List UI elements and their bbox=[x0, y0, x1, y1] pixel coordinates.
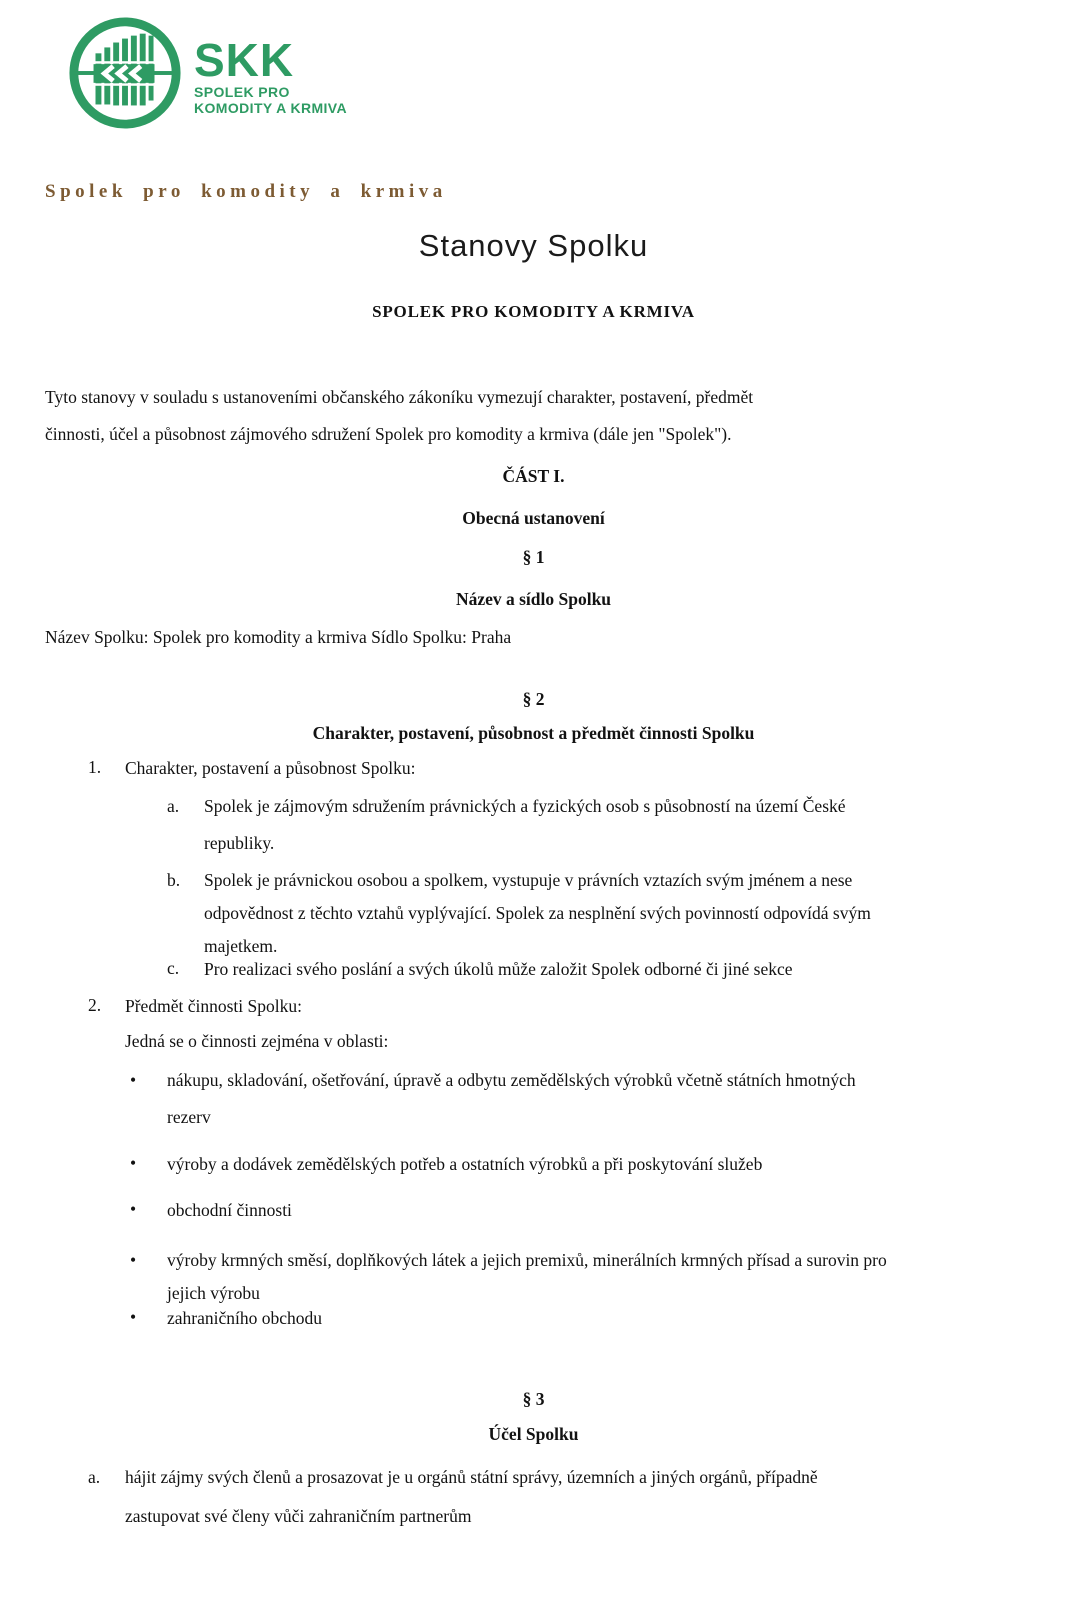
part1-heading: ČÁST I. bbox=[502, 466, 565, 486]
section2-number: § 2 bbox=[522, 689, 545, 709]
bullet-item-4-line1: výroby krmných směsí, doplňkových látek a jejich premixů, minerálních krmných přísad a surovin pro bbox=[167, 1250, 887, 1270]
bullet-item-1-line1: nákupu, skladování, ošetřování, úpravě a odbytu zemědělských výrobků včetně státních hmotných bbox=[167, 1070, 856, 1090]
bullet-icon: • bbox=[130, 1307, 137, 1327]
logo-skk-text: SKK bbox=[194, 34, 295, 86]
bullet-item-5 bbox=[130, 1307, 322, 1329]
bullet-icon: • bbox=[130, 1250, 137, 1270]
logo-text-block bbox=[194, 34, 348, 116]
list-item-1-text: Charakter, postavení a působnost Spolku: bbox=[125, 758, 416, 778]
activities-intro bbox=[125, 1030, 388, 1052]
section3-title: Účel Spolku bbox=[488, 1424, 579, 1444]
bullet-item-1-text bbox=[167, 1062, 856, 1136]
list-item-1a-line1: Spolek je zájmovým sdružením právnických a fyzických osob s působností na území České bbox=[204, 796, 846, 816]
bullet-item-5-text: zahraničního obchodu bbox=[167, 1308, 323, 1328]
logo-subtext bbox=[194, 84, 347, 116]
section1-title: Název a sídlo Spolku bbox=[455, 589, 612, 609]
logo-subtext-line2: KOMODITY A KRMIVA bbox=[194, 100, 348, 116]
document-subtitle: SPOLEK PRO KOMODITY A KRMIVA bbox=[372, 302, 695, 321]
list-item-1b-letter: b. bbox=[167, 870, 181, 890]
list-item-1b-line3: majetkem. bbox=[204, 936, 278, 956]
list-item-1a bbox=[167, 788, 846, 862]
list-item-1b bbox=[167, 864, 871, 963]
bullet-item-2-text: výroby a dodávek zemědělských potřeb a ostatních výrobků a při poskytování služeb bbox=[167, 1154, 763, 1174]
list-item-2-number: 2. bbox=[88, 995, 102, 1015]
bullet-item-1 bbox=[130, 1062, 856, 1136]
intro-line-2: činnosti, účel a působnost zájmového sdružení Spolek pro komodity a krmiva (dále jen "Spolek"). bbox=[45, 424, 732, 444]
list-item-1b-text bbox=[204, 864, 871, 963]
list-item-1b-line2: odpovědnost z těchto vztahů vyplývající. Spolek za nesplnění svých povinností odpovídá svým bbox=[204, 903, 871, 923]
list-item-1c-text: Pro realizaci svého poslání a svých úkolů může založit Spolek odborné či jiné sekce bbox=[204, 959, 793, 979]
document-title: Stanovy Spolku bbox=[418, 228, 649, 263]
bullet-icon: • bbox=[130, 1153, 137, 1173]
list-item-1a-text bbox=[204, 788, 846, 862]
purpose-item-a-text bbox=[125, 1458, 818, 1536]
purpose-item-a-line2: zastupovat své členy vůči zahraničním partnerům bbox=[125, 1506, 472, 1526]
list-item-1b-line1: Spolek je právnickou osobou a spolkem, vystupuje v právních vztazích svým jménem a nese bbox=[204, 870, 853, 890]
bullet-item-2 bbox=[130, 1153, 762, 1175]
bullet-item-3-text: obchodní činnosti bbox=[167, 1200, 292, 1220]
org-name-heading: Spolek pro komodity a krmiva bbox=[45, 181, 447, 202]
bullet-item-4-line2: jejich výrobu bbox=[167, 1283, 260, 1303]
list-item-1a-line2: republiky. bbox=[204, 833, 275, 853]
purpose-item-a-letter: a. bbox=[88, 1467, 101, 1487]
bullet-item-3 bbox=[130, 1199, 292, 1221]
bullet-item-4 bbox=[130, 1244, 887, 1310]
intro-line-1: Tyto stanovy v souladu s ustanoveními občanského zákoníku vymezují charakter, postavení, předmět bbox=[45, 387, 754, 407]
logo-subtext-line1: SPOLEK PRO bbox=[194, 84, 290, 100]
list-item-1a-letter: a. bbox=[167, 796, 180, 816]
skk-logo bbox=[66, 14, 347, 132]
activities-intro-text: Jedná se o činnosti zejména v oblasti: bbox=[125, 1031, 389, 1051]
list-item-2 bbox=[88, 995, 302, 1017]
bullet-icon: • bbox=[130, 1070, 137, 1090]
section1-number: § 1 bbox=[522, 547, 545, 567]
section2-title: Charakter, postavení, působnost a předmět činnosti Spolku bbox=[312, 723, 755, 743]
list-item-1 bbox=[88, 757, 415, 779]
section1-body: Název Spolku: Spolek pro komodity a krmiva Sídlo Spolku: Praha bbox=[45, 627, 512, 647]
section3-number: § 3 bbox=[522, 1389, 545, 1409]
list-item-1-number: 1. bbox=[88, 757, 102, 777]
skk-logo-icon bbox=[66, 14, 184, 132]
list-item-1c bbox=[167, 958, 793, 980]
list-item-2-text: Předmět činnosti Spolku: bbox=[125, 996, 302, 1016]
bullet-item-4-text bbox=[167, 1244, 887, 1310]
list-item-1c-letter: c. bbox=[167, 958, 180, 978]
purpose-item-a-line1: hájit zájmy svých členů a prosazovat je u orgánů státní správy, územních a jiných orgánů, případně bbox=[125, 1467, 818, 1487]
intro-paragraph bbox=[45, 379, 885, 453]
bullet-item-1-line2: rezerv bbox=[167, 1107, 211, 1127]
bullet-icon: • bbox=[130, 1199, 137, 1219]
purpose-item-a bbox=[88, 1458, 818, 1536]
part1-subheading: Obecná ustanovení bbox=[462, 508, 605, 528]
